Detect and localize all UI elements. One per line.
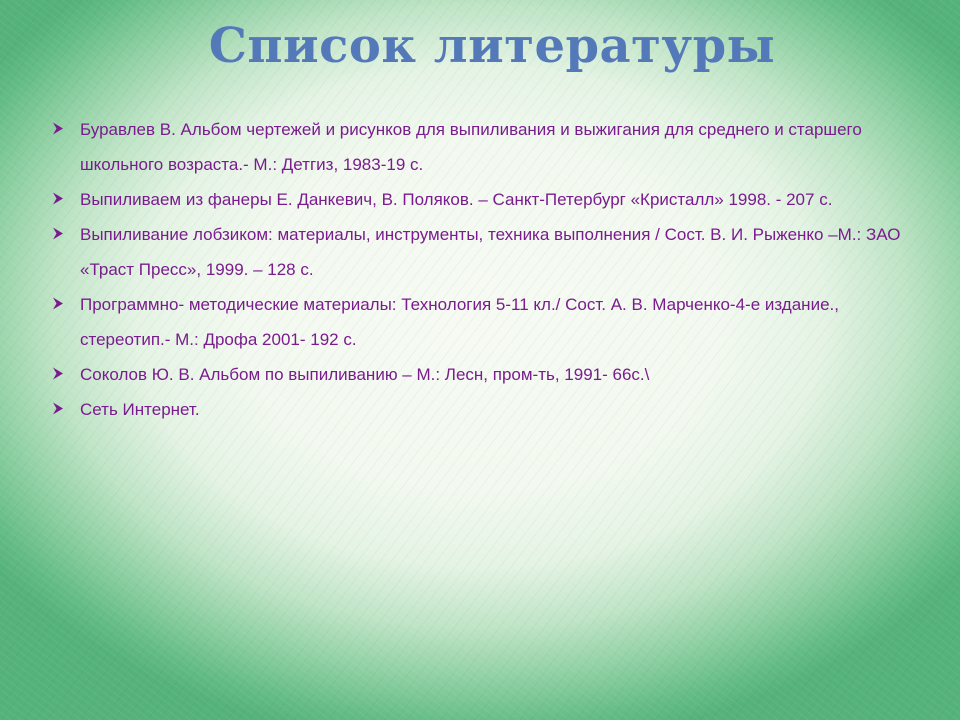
arrowhead-bullet-icon xyxy=(50,287,66,322)
list-item-text: Буравлев В. Альбом чертежей и рисунков для выпиливания и выжигания для среднего и старшего школьного возраста.- М.: Детгиз, 1983-19 с. xyxy=(80,120,862,174)
list-item xyxy=(50,287,920,357)
slide-title: Список литературы xyxy=(208,18,776,74)
list-item-text: Выпиливаем из фанеры Е. Данкевич, В. Поляков. – Санкт-Петербург «Кристалл» 1998. - 207 с. xyxy=(80,190,833,209)
arrowhead-bullet-icon xyxy=(50,392,66,427)
list-item xyxy=(50,112,920,182)
arrowhead-bullet-icon xyxy=(50,112,66,147)
arrowhead-bullet-icon xyxy=(50,357,66,392)
list-item xyxy=(50,392,920,427)
arrowhead-bullet-icon xyxy=(50,217,66,252)
arrowhead-bullet-icon xyxy=(50,182,66,217)
list-item xyxy=(50,357,920,392)
list-item-text: Программно- методические материалы: Технология 5-11 кл./ Сост. А. В. Марченко-4-е издание., стереотип.- М.: Дрофа 2001- 192 с. xyxy=(80,295,839,349)
list-item-text: Соколов Ю. В. Альбом по выпиливанию – М.: Лесн, пром-ть, 1991- 66с.\ xyxy=(80,365,650,384)
list-item-text: Выпиливание лобзиком: материалы, инструменты, техника выполнения / Сост. В. И. Рыженко –М.: ЗАО «Траст Пресс», 1999. – 128 с. xyxy=(80,225,901,279)
list-item xyxy=(50,217,920,287)
bibliography-list xyxy=(50,112,920,427)
list-item xyxy=(50,182,920,217)
list-item-text: Сеть Интернет. xyxy=(80,400,200,419)
